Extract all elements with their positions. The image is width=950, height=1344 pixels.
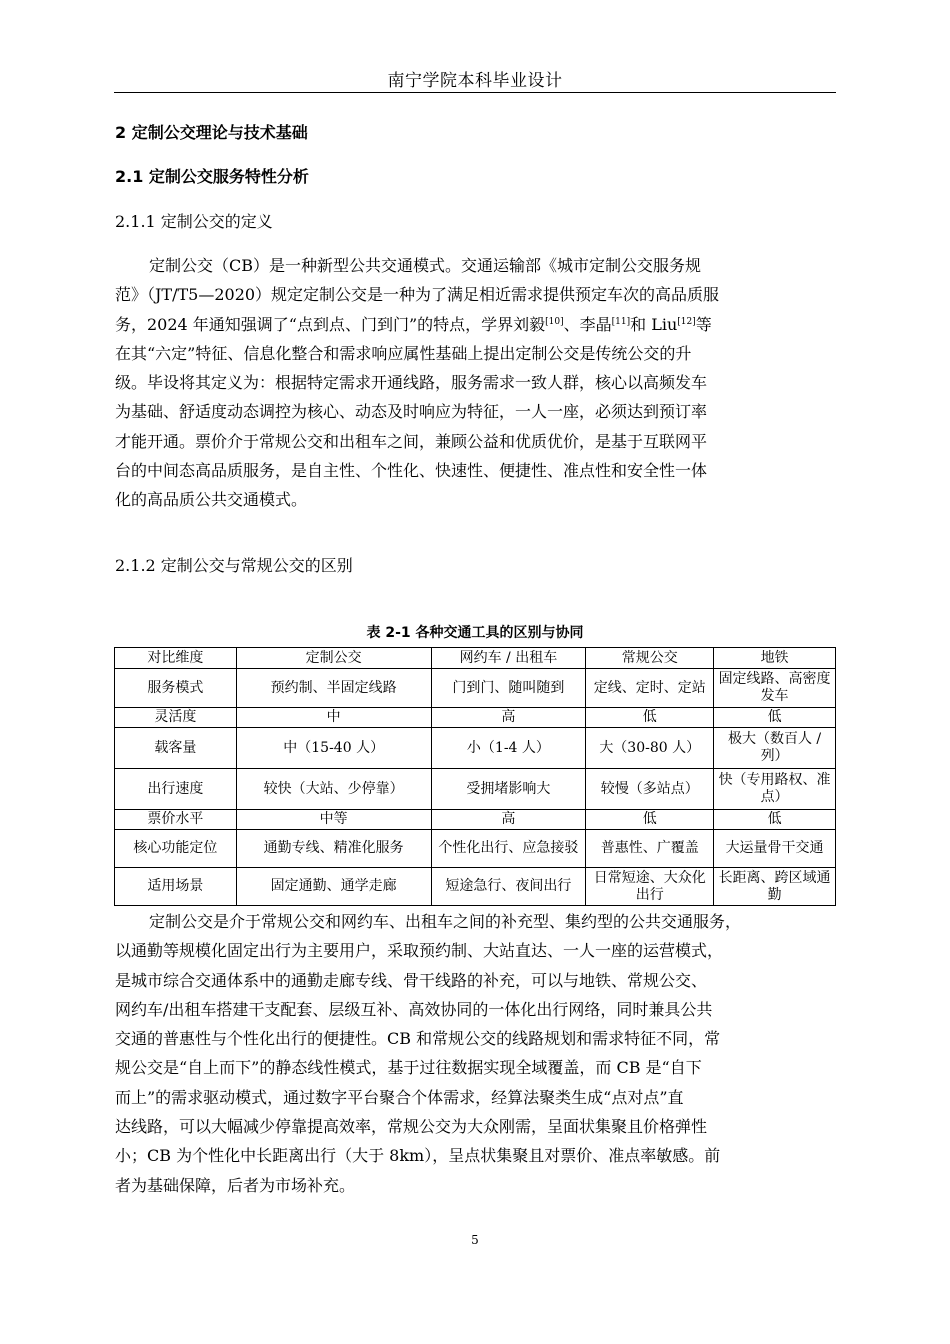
paragraph-line: 网约车/出租车搭建干支配套、层级互补、高效协同的一体化出行网络，同时兼具公共 <box>115 999 713 1019</box>
paragraph-line: 达线路，可以大幅减少停靠提高效率，常规公交为大众刚需，呈面状集聚且价格弹性 <box>115 1117 708 1137</box>
paragraph-line <box>115 310 719 339</box>
table-row <box>115 728 836 769</box>
table-row <box>115 830 836 868</box>
citation-ref: [10] <box>545 316 564 327</box>
text-run: 等 <box>695 314 712 334</box>
table-cell: 较慢（多站点） <box>586 769 714 810</box>
paragraph-line: 才能开通。票价介于常规公交和出租车之间，兼顾公益和优质优价，是基于互联网平 <box>115 431 708 451</box>
paragraph-line: 者为基础保障，后者为市场补充。 <box>115 1175 356 1195</box>
paragraph-line: 范》（JT/T5—2020）规定定制公交是一种为了满足相近需求提供预定车次的高品质服 <box>115 285 720 305</box>
table-cell: 极大（数百人 / 列） <box>714 728 836 769</box>
table-cell: 个性化出行、应急接驳 <box>431 830 586 868</box>
page-number: 5 <box>471 1233 479 1247</box>
table-cell: 定线、定时、定站 <box>586 669 714 708</box>
table-cell: 核心功能定位 <box>115 830 237 868</box>
table-cell: 大（30-80 人） <box>586 728 714 769</box>
table-cell: 低 <box>586 810 714 830</box>
header-rule <box>114 92 836 93</box>
paragraph-line: 是城市综合交通体系中的通勤走廊专线、骨干线路的补充，可以与地铁、常规公交、 <box>115 970 708 990</box>
table-row <box>115 810 836 830</box>
paragraph-line: 以通勤等规模化固定出行为主要用户，采取预约制、大站直达、一人一座的运营模式， <box>115 941 724 961</box>
paragraph-line: 定制公交是介于常规公交和网约车、出租车之间的补充型、集约型的公共交通服务， <box>149 912 742 931</box>
table-header-cell: 定制公交 <box>236 648 431 669</box>
citation-ref: [11] <box>611 316 631 327</box>
page-header: 南宁学院本科毕业设计 <box>387 71 563 91</box>
paragraph-line: 规公交是“自上而下”的静态线性模式，基于过往数据实现全域覆盖，而 CB 是“自下 <box>115 1058 702 1078</box>
table-cell: 日常短途、大众化出行 <box>586 868 714 906</box>
table-row <box>115 708 836 728</box>
table-cell: 预约制、半固定线路 <box>236 669 431 708</box>
citation-ref: [12] <box>677 316 696 327</box>
table-cell: 中 <box>236 708 431 728</box>
table-cell: 固定线路、高密度发车 <box>714 669 836 708</box>
chapter-heading: 2 定制公交理论与技术基础 <box>115 123 308 142</box>
subsection-heading-definition: 2.1.1 定制公交的定义 <box>115 212 273 231</box>
table-header-cell: 地铁 <box>714 648 836 669</box>
definition-paragraph <box>115 251 719 515</box>
table-cell: 中（15-40 人） <box>236 728 431 769</box>
table-cell: 服务模式 <box>115 669 237 708</box>
table-header-cell: 对比维度 <box>115 648 237 669</box>
comparison-paragraph <box>115 907 741 1200</box>
comparison-table <box>114 647 836 906</box>
paragraph-line: 小；CB 为个性化中长距离出行（大于 8km），呈点状集聚且对票价、准点率敏感。前 <box>115 1146 721 1166</box>
table-cell: 灵活度 <box>115 708 237 728</box>
table-cell: 通勤专线、精准化服务 <box>236 830 431 868</box>
table-cell: 出行速度 <box>115 769 237 810</box>
table-cell: 大运量骨干交通 <box>714 830 836 868</box>
table-cell: 高 <box>431 810 586 830</box>
table-row <box>115 868 836 906</box>
table-cell: 普惠性、广覆盖 <box>586 830 714 868</box>
paragraph-line: 交通的普惠性与个性化出行的便捷性。CB 和常规公交的线路规划和需求特征不同，常 <box>115 1029 721 1049</box>
paragraph-line: 定制公交（CB）是一种新型公共交通模式。交通运输部《城市定制公交服务规 <box>149 256 702 275</box>
table-cell: 长距离、跨区域通勤 <box>714 868 836 906</box>
paragraph-line: 台的中间态高品质服务，是自主性、个性化、快速性、便捷性、准点性和安全性一体 <box>115 461 708 481</box>
text-run: 、李晶 <box>563 314 612 334</box>
table-cell: 低 <box>714 708 836 728</box>
table-cell: 载客量 <box>115 728 237 769</box>
table-header-cell: 网约车 / 出租车 <box>431 648 586 669</box>
table-header-cell: 常规公交 <box>586 648 714 669</box>
table-cell: 中等 <box>236 810 431 830</box>
paragraph-line: 化的高品质公共交通模式。 <box>115 490 308 510</box>
text-run: 务，2024 年通知强调了“点到点、门到门”的特点，学界刘毅 <box>115 314 546 334</box>
table-row <box>115 669 836 708</box>
paragraph-line: 而上”的需求驱动模式，通过数字平台聚合个体需求，经算法聚类生成“点对点”直 <box>115 1087 684 1107</box>
table-cell: 短途急行、夜间出行 <box>431 868 586 906</box>
text-run: 和 Liu <box>630 314 678 334</box>
table-cell: 票价水平 <box>115 810 237 830</box>
paragraph-line: 为基础、舒适度动态调控为核心、动态及时响应为特征，一人一座，必须达到预订率 <box>115 402 708 422</box>
table-row <box>115 769 836 810</box>
table-cell: 较快（大站、少停靠） <box>236 769 431 810</box>
table-cell: 适用场景 <box>115 868 237 906</box>
table-cell: 固定通勤、通学走廊 <box>236 868 431 906</box>
table-cell: 快（专用路权、准点） <box>714 769 836 810</box>
table-caption: 表 2-1 各种交通工具的区别与协同 <box>366 625 584 641</box>
table-cell: 门到门、随叫随到 <box>431 669 586 708</box>
table-cell: 小（1-4 人） <box>431 728 586 769</box>
table-header-row <box>115 648 836 669</box>
table-cell: 低 <box>586 708 714 728</box>
table-cell: 高 <box>431 708 586 728</box>
paragraph-line: 在其“六定”特征、信息化整合和需求响应属性基础上提出定制公交是传统公交的升 <box>115 343 692 363</box>
table-cell: 受拥堵影响大 <box>431 769 586 810</box>
section-heading: 2.1 定制公交服务特性分析 <box>115 167 309 186</box>
paragraph-line: 级。毕设将其定义为：根据特定需求开通线路，服务需求一致人群，核心以高频发车 <box>115 373 708 393</box>
table-cell: 低 <box>714 810 836 830</box>
subsection-heading-difference: 2.1.2 定制公交与常规公交的区别 <box>115 556 353 575</box>
